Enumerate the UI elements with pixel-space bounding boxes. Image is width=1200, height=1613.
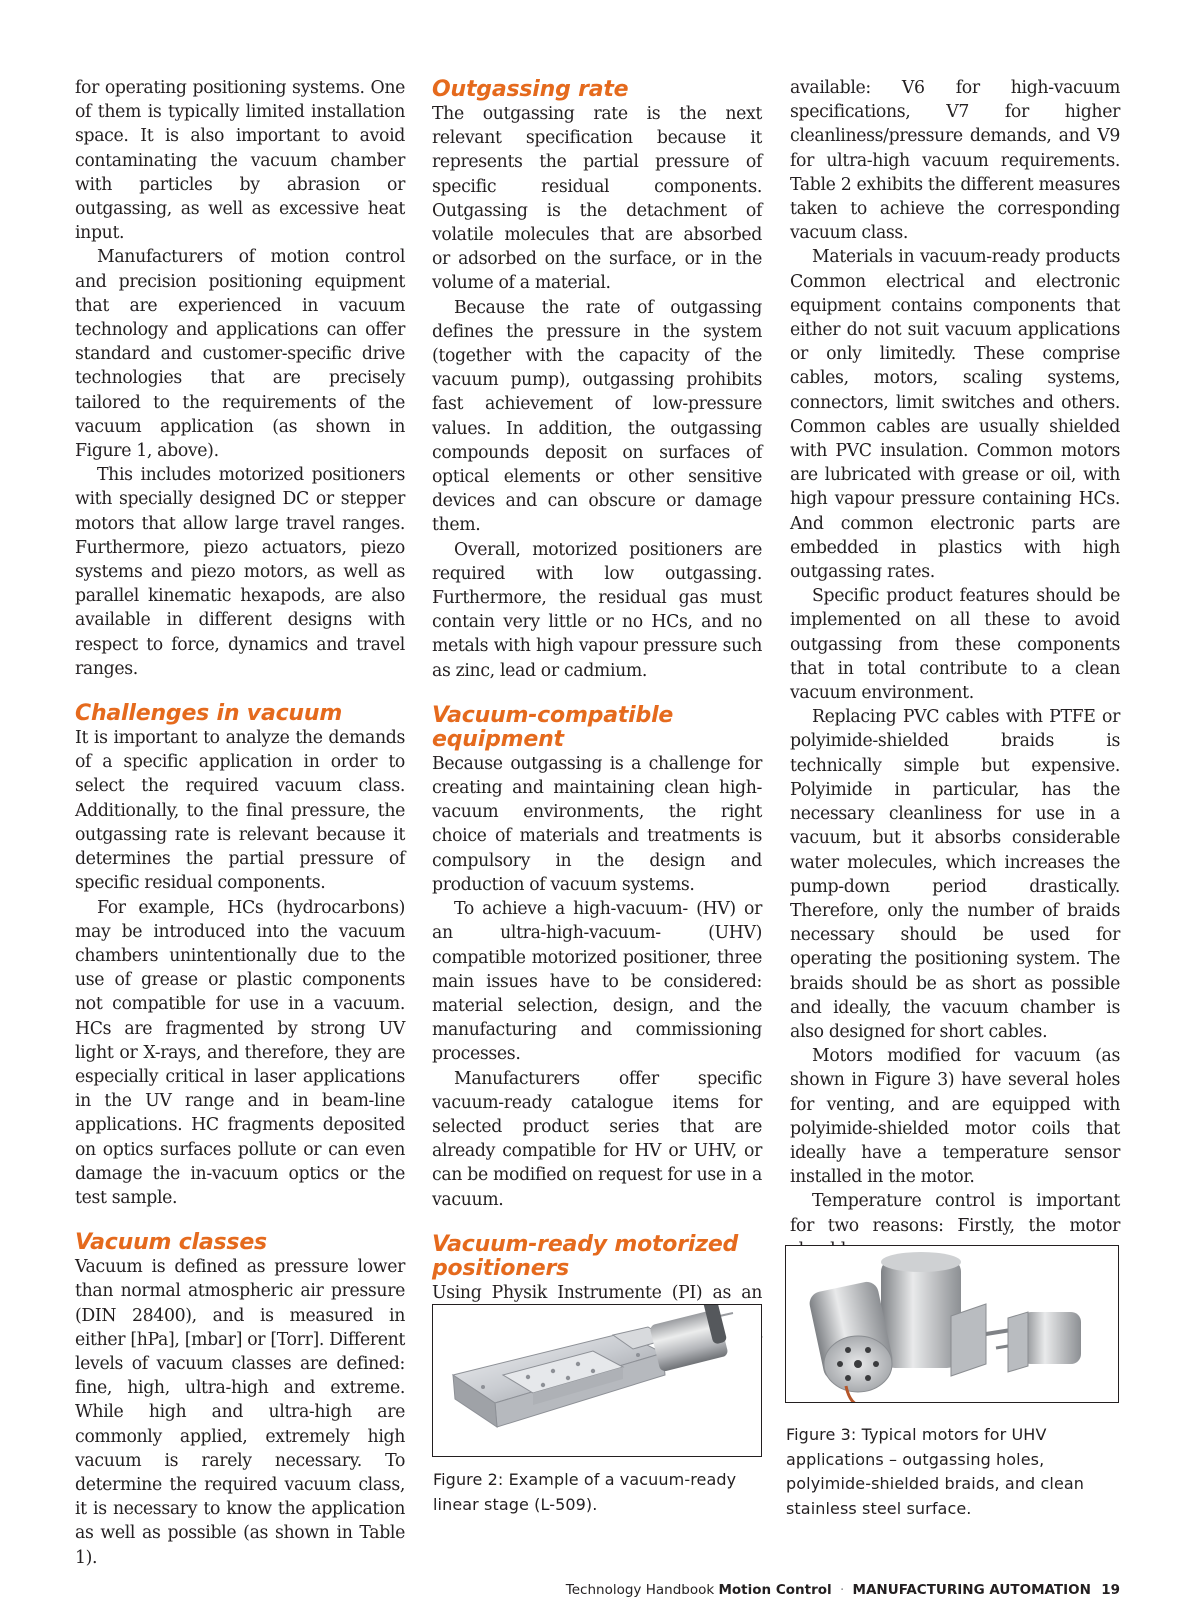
page-footer (566, 1582, 1120, 1598)
footer-magazine: MANUFACTURING AUTOMATION (852, 1582, 1091, 1598)
footer-separator: · (839, 1582, 845, 1598)
paragraph: Manufacturers of motion control and precision positioning equipment that are experienced in vacuum technology and applications can offer standard and customer-specific drive technologies that are precisely tailored to the requirements of the vacuum application (as shown in Figure 1, above). (75, 247, 405, 462)
heading-outgassing-rate: Outgassing rate (432, 77, 629, 102)
column-3 (790, 76, 1120, 1262)
paragraph: It is important to analyze the demands of a specific application in order to select the required vacuum class. Additionally, to the final pressure, the outgassing rate is relevant because it determines the partial pressure of specific residual components. (75, 728, 405, 894)
figure-3-caption: Figure 3: Typical motors for UHV applications – outgassing holes, polyimide-shielded braids, and clean stainless steel surface. (786, 1425, 1085, 1518)
paragraph: Vacuum is defined as pressure lower than normal atmospheric air pressure (DIN 28400), and is measured in either [hPa], [mbar] or [Torr]. Different levels of vacuum classes are defined: fine, high, ultra-high and extreme. While high and ultra-high are commonly applied, extremely high vacuum is rarely necessary. To determine the required vacuum class, it is necessary to know the application as well as possible (as shown in Table 1). (75, 1257, 405, 1568)
paragraph: This includes motorized positioners with specially designed DC or stepper motors that allow large travel ranges. Furthermore, piezo actuators, piezo systems and piezo motors, as well as parallel kinematic hexapods, are also available in different designs with respect to force, dynamics and travel ranges. (75, 465, 405, 679)
page-number: 19 (1101, 1582, 1120, 1598)
paragraph: Because the rate of outgassing defines the pressure in the system (together with the capacity of the vacuum pump), outgassing prohibits fast achievement of low-pressure values. In addition, the outgassing compounds deposit on surfaces of optical elements or other sensitive devices and can obscure or damage them. (432, 297, 762, 536)
column-2 (432, 76, 762, 1378)
column-1 (75, 76, 405, 1570)
heading-vacuum-compatible-equipment: Vacuum-compatible equipment (432, 702, 674, 752)
linear-stage-illustration (433, 1305, 762, 1457)
figure-3-motors-image (785, 1245, 1119, 1403)
paragraph: For example, HCs (hydrocarbons) may be introduced into the vacuum chambers unintentionally due to the use of grease or plastic components not compatible for use in a vacuum. HCs are fragmented by strong UV light or X-rays, and therefore, they are especially critical in laser applications in the UV range and in beam-line applications. HC fragments deposited on optics surfaces pollute or can even damage the in-vacuum optics or the test sample. (75, 897, 405, 1208)
paragraph: for operating positioning systems. One of them is typically limited installation space. It is also important to avoid contaminating the vacuum chamber with particles by abrasion or outgassing, as well as excessive heat input. (75, 78, 405, 244)
paragraph: Specific product features should be implemented on all these to avoid outgassing from these components that in total contribute to a clean vacuum environment. (790, 586, 1120, 704)
paragraph: Manufacturers offer specific vacuum-ready catalogue items for selected product series that are already compatible for HV or UHV, or can be modified on request for use in a vacuum. (432, 1068, 762, 1210)
paragraph: Using Physik Instrumente (PI) as an (432, 1282, 762, 1303)
paragraph: Because outgassing is a challenge for creating and maintaining clean high-vacuum environments, the right choice of materials and treatments is compulsory in the design and production of vacuum systems. (432, 753, 762, 895)
paragraph: available: V6 for high-vacuum specifications, V7 for higher cleanliness/pressure demands, and V9 for ultra-high vacuum requirements. Table 2 exhibits the different measures taken to achieve the corresponding vacuum class. (790, 78, 1120, 244)
footer-section: Motion Control (718, 1582, 832, 1598)
paragraph: Temperature control is important for two reasons: Firstly, the motor (790, 1191, 1120, 1236)
paragraph: Overall, motorized positioners are required with low outgassing. Furthermore, the residual gas must contain very little or no HCs, and no metals with high vapour pressure such as zinc, lead or cadmium. (432, 539, 762, 681)
figure-2-linear-stage-image (432, 1304, 762, 1457)
footer-handbook: Technology Handbook (565, 1582, 715, 1598)
heading-vacuum-classes: Vacuum classes (75, 1230, 267, 1256)
paragraph: Replacing PVC cables with PTFE or polyimide-shielded braids is technically simple but expensive. Polyimide in particular, has the necessary cleanliness for use in a vacuum, but it absorbs considerable water molecules, which increases the pump-down period drastically. Therefore, only the number of braids necessary should be used for operating the positioning system. The braids should be as short as possible and ideally, the vacuum chamber is also designed for short cables. (790, 707, 1120, 1042)
motors-illustration (786, 1246, 1119, 1403)
paragraph: To achieve a high-vacuum- (HV) or an ultra-high-vacuum- (UHV) compatible motorized positioner, three main issues have to be considered: material selection, design, and the manufacturing and commissioning processes. (432, 899, 762, 1065)
paragraph: The outgassing rate is the next relevant specification because it represents the partial pressure of specific residual components. Outgassing is the detachment of volatile molecules that are absorbed or adsorbed on the surface, or in the volume of a material. (432, 104, 762, 294)
heading-vacuum-ready-motorized-positioners: Vacuum-ready motorized positioners (432, 1231, 739, 1281)
paragraph: Motors modified for vacuum (as shown in Figure 3) have several holes for venting, and are equipped with polyimide-shielded motor coils that ideally have a temperature sensor installed in the motor. (790, 1046, 1120, 1188)
paragraph: Materials in vacuum-ready products Common electrical and electronic equipment contains components that either do not suit vacuum applications or only limitedly. These comprise cables, motors, scaling systems, connectors, limit switches and others. Common cables are usually shielded with PVC insulation. Common motors are lubricated with grease or oil, with high vapour pressure containing HCs. And common electronic parts are embedded in plastics with high outgassing rates. (790, 247, 1120, 583)
heading-challenges-in-vacuum: Challenges in vacuum (75, 701, 343, 727)
figure-2-caption: Figure 2: Example of a vacuum-ready linear stage (L-509). (433, 1470, 737, 1514)
